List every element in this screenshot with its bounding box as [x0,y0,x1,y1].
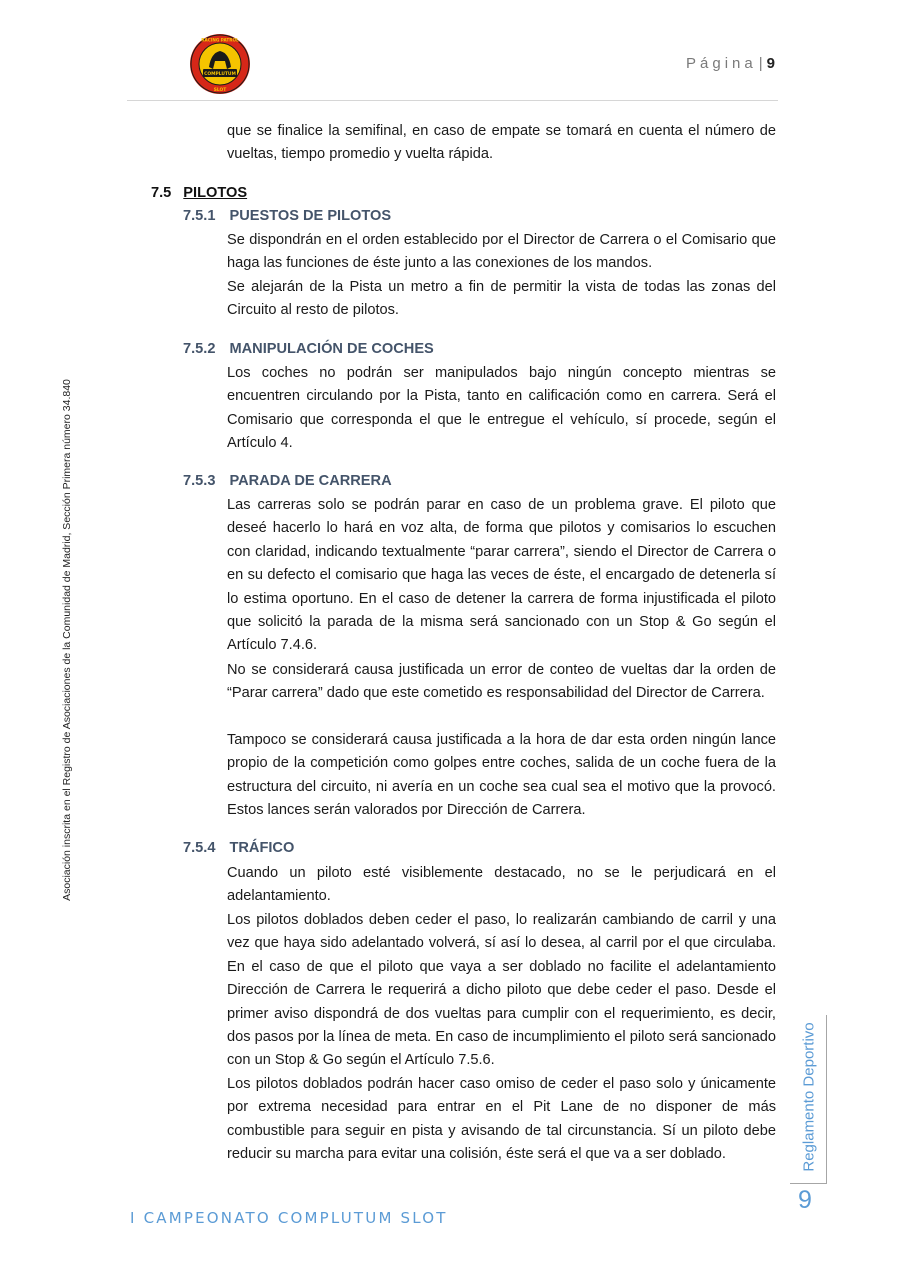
section-number: 7.5 [151,185,172,201]
side-note-text: Asociación inscrita en el Registro de Asociaciones de la Comunidad de Madrid, Sección Primera número 34.840 [61,379,73,901]
subsection-heading-7-5-3 [183,473,392,489]
paragraph: Tampoco se considerará causa justificada a la hora de dar esta orden ningún lance propio de la competición como golpes entre coches, salida de un coche fuera de la estructura del circuito, ni avería en un coche sea cual sea el motivo que la provocó. Estos lances serán valorados por Dirección de Carrera. [227,732,776,819]
section-heading [151,185,247,201]
footer-vertical-rule [826,1015,827,1183]
header-divider [127,100,778,101]
page-header-label [686,55,775,72]
section-title: PILOTOS [183,185,248,201]
footer-page-number: 9 [798,1186,812,1214]
subsection-heading-7-5-1 [183,208,391,224]
page-word: Página [686,55,757,72]
footer-horizontal-rule [790,1183,827,1184]
footer-title: I CAMPEONATO COMPLUTUM SLOT [130,1209,448,1227]
logo-text-middle: COMPLUTUM [204,72,236,77]
subsection-title: MANIPULACIÓN DE COCHES [229,341,434,357]
paragraph: Cuando un piloto esté visiblemente destacado, no se le perjudicará en el adelantamiento. [227,865,776,905]
paragraph: Se alejarán de la Pista un metro a fin de permitir la vista de todas las zonas del Circuito al resto de pilotos. [227,279,776,319]
subsection-heading-7-5-2 [183,341,434,357]
subsection-heading-7-5-4 [183,840,294,856]
club-logo [189,33,251,95]
paragraph: Los pilotos doblados deben ceder el paso, lo realizarán cambiando de carril y una vez que haya sido adelantado volverá, sí así lo desea, al carril por el que circulaba. En el caso de que el piloto que vaya a ser doblado no facilite el adelantamiento Dirección de Carrera le requerirá a dicho piloto que debe ceder el paso. Desde el primer aviso dispondrá de dos vueltas para cumplir con el requerimiento, es decir, dos pasos por la línea de meta. En caso de incumplimiento el piloto será sancionado con un Stop & Go según el Artículo 7.5.6. [227,912,776,1069]
subsection-number: 7.5.3 [183,473,216,489]
subsection-title: TRÁFICO [229,840,295,856]
subsection-number: 7.5.2 [183,341,216,357]
intro-line: vueltas, tiempo promedio y vuelta rápida. [227,146,494,163]
logo-text-top: RACING PATROL [201,37,239,43]
paragraph: Los pilotos doblados podrán hacer caso omiso de ceder el paso solo y únicamente por extrema necesidad para entrar en el Pit Lane de no disponer de más combustible para seguir en pista y avisando de tal circunstancia. Sí un piloto debe reducir su marcha para evitar una colisión, éste será el que va a ser doblado. [227,1076,776,1163]
intro-paragraph [227,120,776,167]
page-number: 9 [766,55,775,72]
subsection-number: 7.5.4 [183,840,216,856]
paragraph: No se considerará causa justificada un error de conteo de vueltas dar la orden de “Parar carrera” dado que este cometido es responsabilidad del Director de Carrera. [227,662,776,702]
subsection-number: 7.5.1 [183,208,216,224]
logo-text-bottom: SLOT [213,88,227,93]
subsection-title: PARADA DE CARRERA [229,473,392,489]
subsection-title: PUESTOS DE PILOTOS [229,208,392,224]
page-separator: | [758,55,763,72]
intro-line: que se finalice la semifinal, en caso de empate se tomará en cuenta el número de [227,123,776,139]
paragraph: Los coches no podrán ser manipulados bajo ningún concepto mientras se encuentren circulando por la Pista, tanto en calificación como en carrera. Será el Comisario que corresponda el que le entregue el vehículo, sí procede, según el Artículo 4. [227,365,776,452]
paragraph: Se dispondrán en el orden establecido por el Director de Carrera o el Comisario que haga las funciones de éste junto a las conexiones de los mandos. [227,232,776,272]
paragraph: Las carreras solo se podrán parar en caso de un problema grave. El piloto que deseé hacerlo lo hará en voz alta, de forma que pilotos y comisarios lo escuchen con claridad, indicando textualmente “parar carrera”, siendo el Director de Carrera o en su defecto el comisario que haga las veces de éste, el encargado de detenerla sí lo estima oportuno. En el caso de detener la carrera de forma injustificada el piloto que solicitó la parada de la misma será sancionado con un Stop & Go según el Artículo 7.4.6. [227,497,776,654]
footer-side-text: Reglamento Deportivo [800,1022,818,1172]
logo-inner-disc [199,43,241,85]
